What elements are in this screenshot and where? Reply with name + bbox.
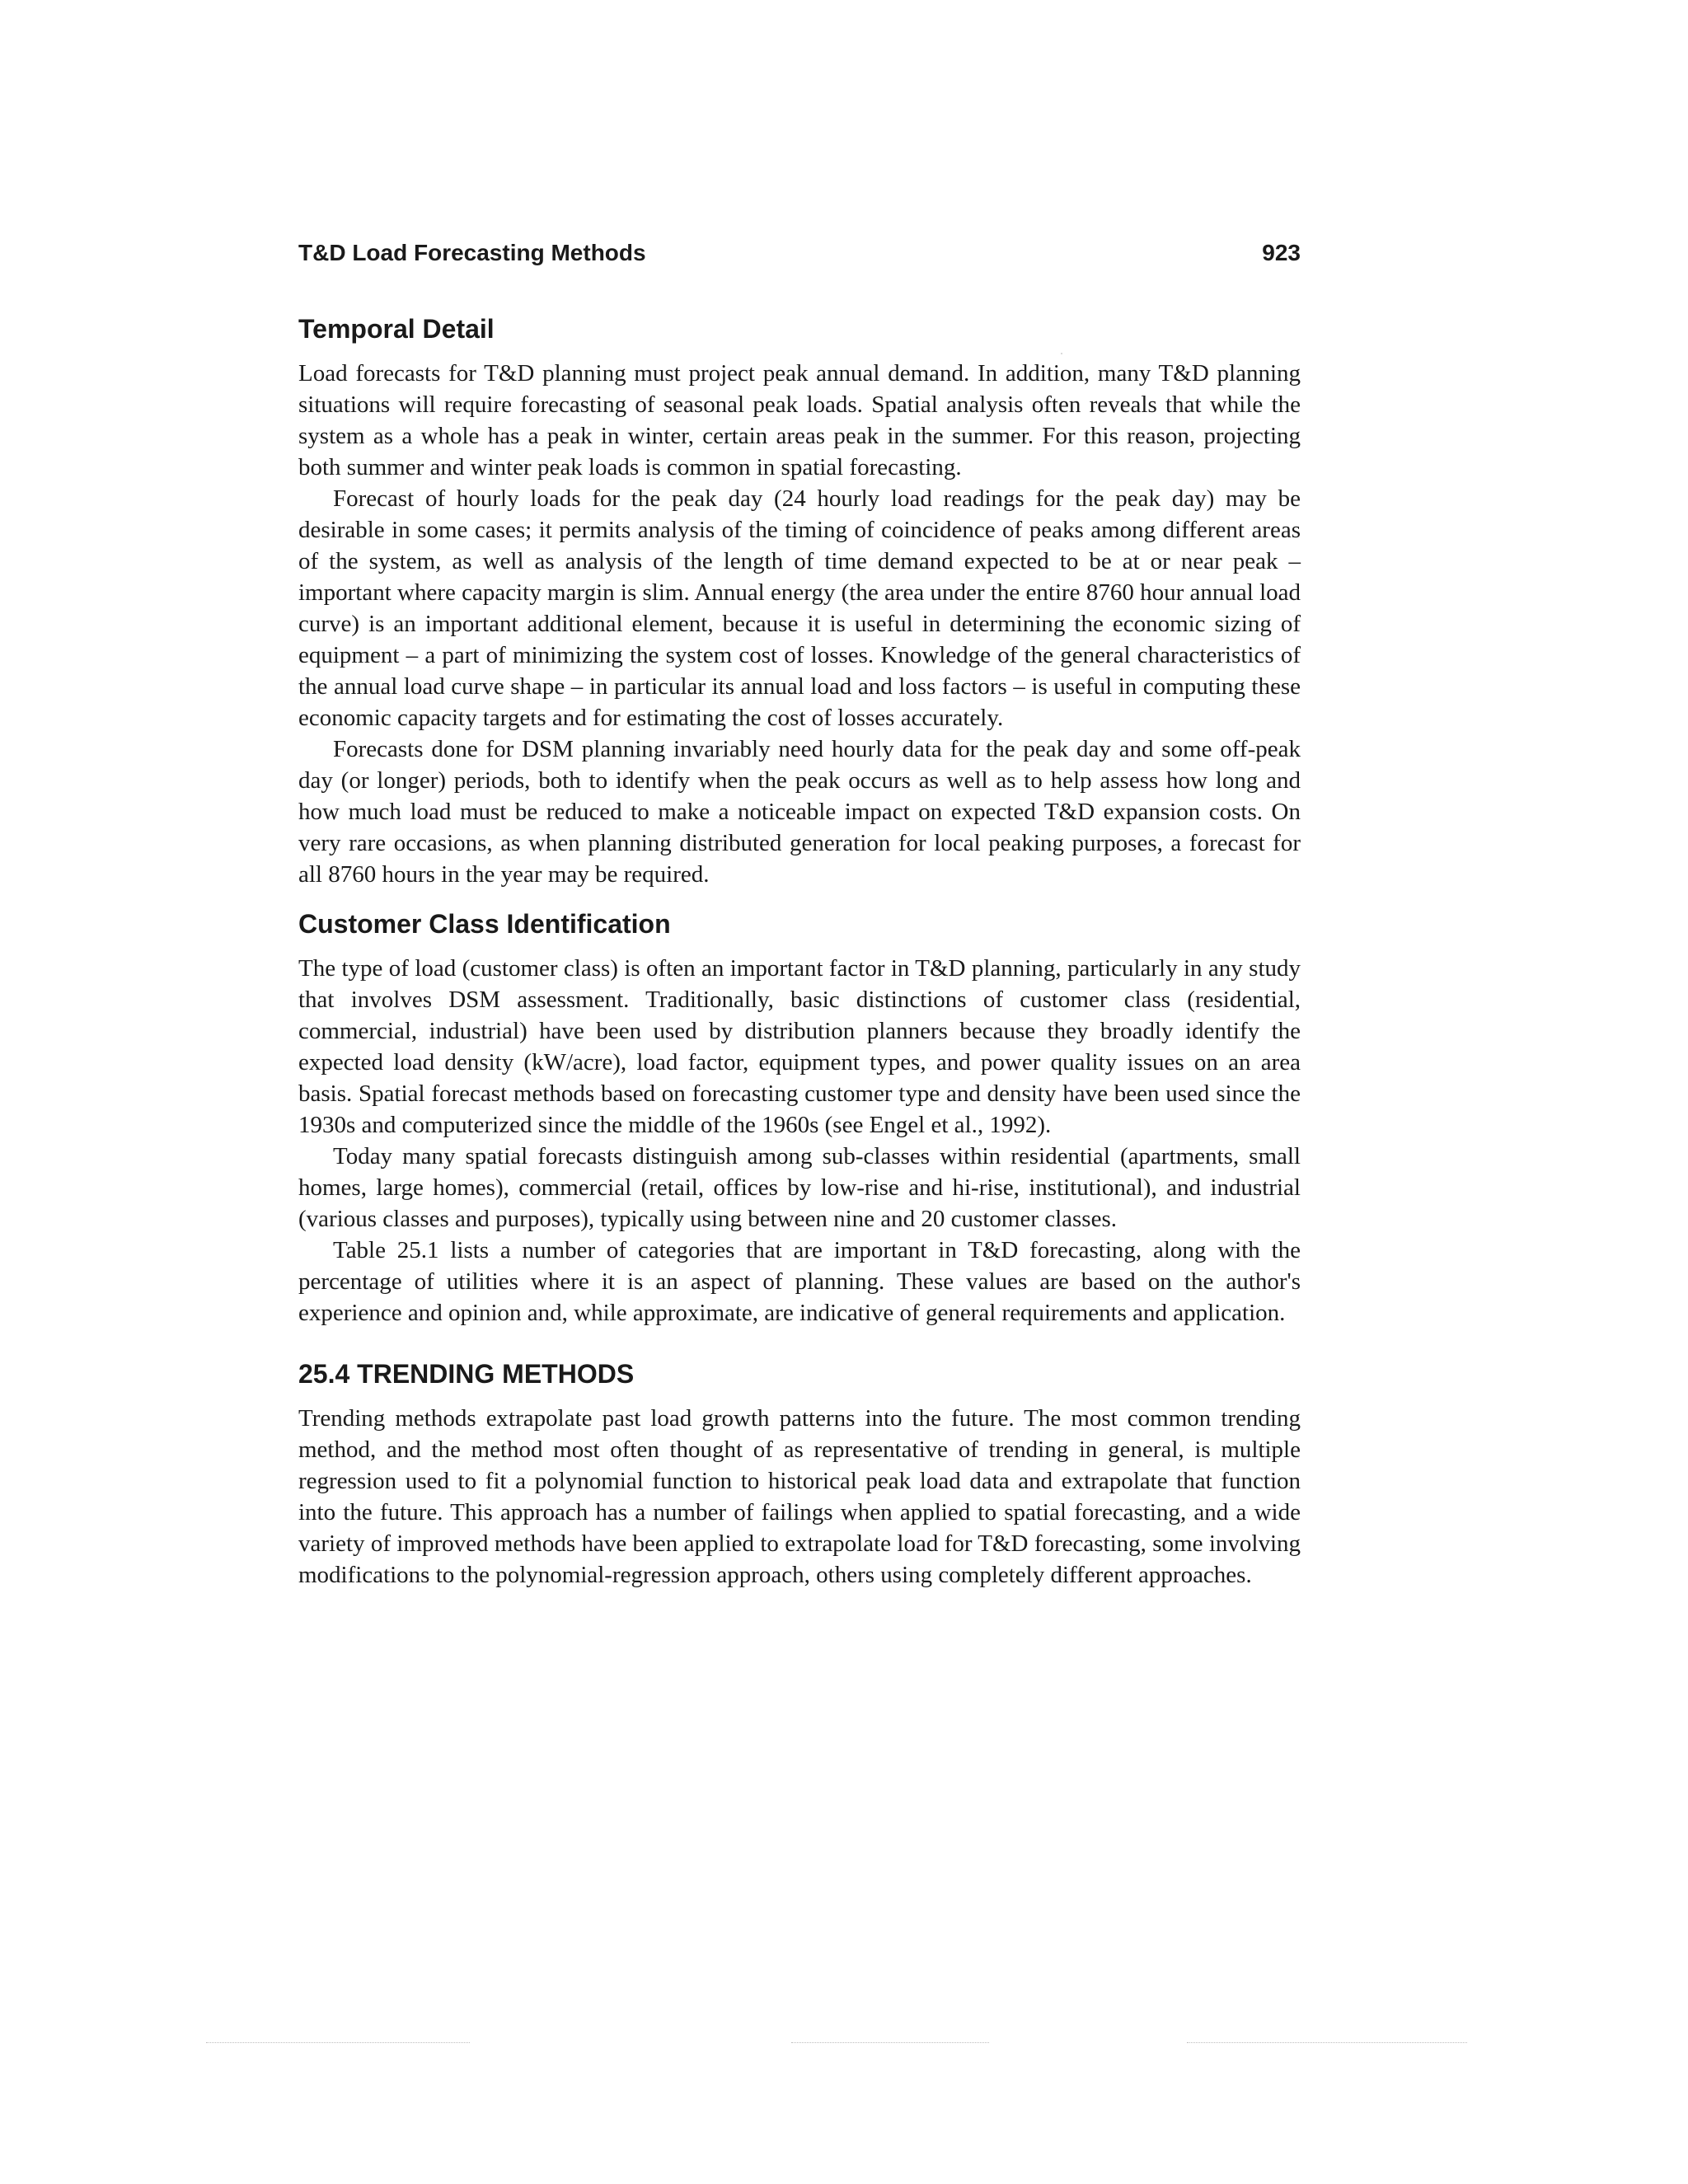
section-customer-class-identification (298, 908, 1301, 1329)
section-heading-customer-class: Customer Class Identification (298, 909, 671, 939)
footer-scan-mark (1187, 2042, 1467, 2043)
paragraph: Today many spatial forecasts distinguish among sub-classes within residential (apartments, small homes, large homes), commercial (retail, offices by low-rise and hi-rise, institutional), and industrial (various classes and purposes), typically using between nine and 20 customer classes. (298, 1143, 1301, 1232)
section-temporal-detail (298, 313, 1301, 890)
paragraph: Forecast of hourly loads for the peak day (24 hourly load readings for the peak day) may be desirable in some cases; it permits analysis of the timing of coincidence of peaks among different areas of the system, as well as analysis of the length of time demand expected to be at or near peak – important where capacity margin is slim. Annual energy (the area under the entire 8760 hour annual load curve) is an important additional element, because it is useful in determining the economic sizing of equipment – a part of minimizing the system cost of losses. Knowledge of the general characteristics of the annual load curve shape – in particular its annual load and loss factors – is useful in computing these economic capacity targets and for estimating the cost of losses accurately. (298, 485, 1301, 731)
running-title: T&D Load Forecasting Methods (298, 240, 646, 265)
section-heading-temporal-detail: Temporal Detail (298, 314, 495, 344)
paragraph: Load forecasts for T&D planning must project peak annual demand. In addition, many T&D planning situations will require forecasting of seasonal peak loads. Spatial analysis often reveals that while the system as a whole has a peak in winter, certain areas peak in the summer. For this reason, projecting both summer and winter peak loads is common in spatial forecasting. (298, 360, 1301, 480)
paragraph: The type of load (customer class) is often an important factor in T&D planning, particularly in any study that involves DSM assessment. Traditionally, basic distinctions of customer class (residential, commercial, industrial) have been used by distribution planners because they broadly identify the expected load density (kW/acre), load factor, equipment types, and power quality issues on an area basis. Spatial forecast methods based on forecasting customer type and density have been used since the 1930s and computerized since the middle of the 1960s (see Engel et al., 1992). (298, 955, 1301, 1138)
paragraph: Table 25.1 lists a number of categories that are important in T&D forecasting, along with the percentage of utilities where it is an aspect of planning. These values are based on the author's experience and opinion and, while approximate, are indicative of general requirements and application. (298, 1237, 1301, 1326)
footer-scan-mark (206, 2042, 470, 2043)
scan-speck (1061, 353, 1062, 354)
running-header (298, 239, 1301, 267)
paragraph: Forecasts done for DSM planning invariably need hourly data for the peak day and some off-peak day (or longer) periods, both to identify when the peak occurs as well as to help assess how long and how much load must be reduced to make a noticeable impact on expected T&D expansion costs. On very rare occasions, as when planning distributed generation for local peaking purposes, a forecast for all 8760 hours in the year may be required. (298, 736, 1301, 888)
section-heading-trending-methods: 25.4 TRENDING METHODS (298, 1359, 635, 1389)
section-trending-methods (298, 1358, 1301, 1591)
page-number: 923 (1262, 240, 1301, 265)
book-page (298, 239, 1301, 1591)
paragraph: Trending methods extrapolate past load growth patterns into the future. The most common trending method, and the method most often thought of as representative of trending in general, is multiple regression used to fit a polynomial function to historical peak load data and extrapolate that function into the future. This approach has a number of failings when applied to spatial forecasting, and a wide variety of improved methods have been applied to extrapolate load for T&D forecasting, some involving modifications to the polynomial-regression approach, others using completely different approaches. (298, 1405, 1301, 1588)
footer-scan-mark (791, 2042, 989, 2043)
